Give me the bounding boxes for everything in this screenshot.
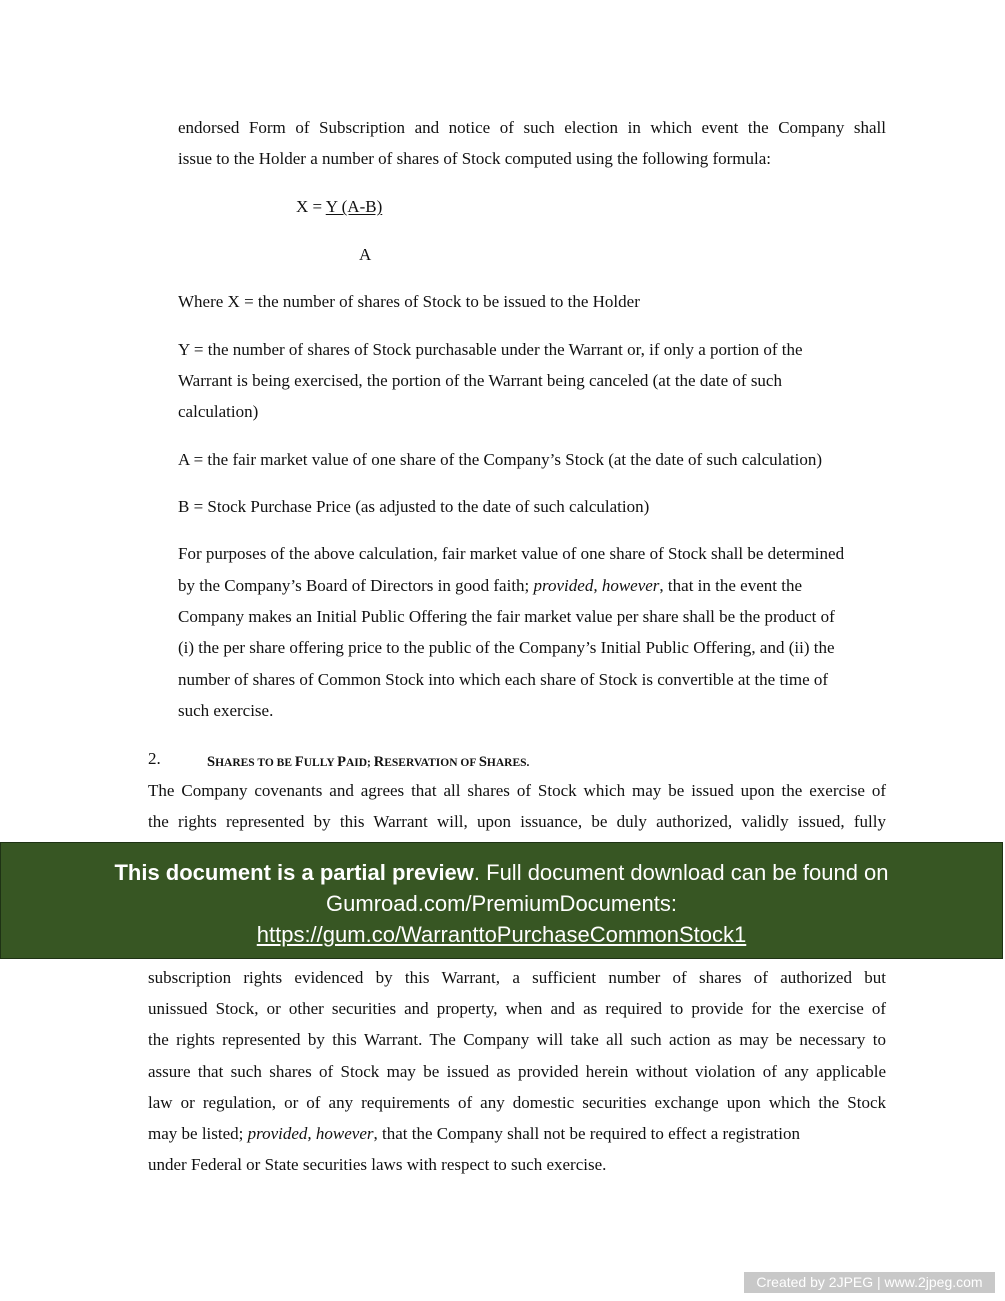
- banner-bold-text: This document is a partial preview: [114, 860, 474, 885]
- heading-cap: R: [373, 754, 385, 770]
- paragraph-line: under Federal or State securities laws with respect to such exercise.: [148, 1155, 607, 1174]
- text-run: , that the Company shall not be required to effect a registration: [373, 1124, 800, 1143]
- text-run: [148, 1124, 800, 1144]
- formula-numerator-line: [296, 197, 382, 217]
- definition-x: Where X = the number of shares of Stock to be issued to the Holder: [178, 292, 640, 311]
- formula-numerator: Y (A-B): [325, 197, 383, 216]
- paragraph-line: law or regulation, or of any requirements of any domestic securities exchange upon which the Stock: [148, 1093, 886, 1112]
- paragraph-line: The Company covenants and agrees that all shares of Stock which may be issued upon the exercise of: [148, 781, 886, 800]
- definition-y-line: Y = the number of shares of Stock purchasable under the Warrant or, if only a portion of the: [178, 340, 803, 359]
- watermark-badge: Created by 2JPEG | www.2jpeg.com: [744, 1272, 995, 1293]
- paragraph-line: (i) the per share offering price to the public of the Company’s Initial Public Offering, and (ii) the: [178, 638, 835, 657]
- heading-small: ULLY: [303, 757, 338, 769]
- definition-b: B = Stock Purchase Price (as adjusted to the date of such calculation): [178, 497, 650, 516]
- formula-lhs: X =: [296, 197, 326, 216]
- heading-small: HARES TO BE: [215, 757, 295, 769]
- definition-a: A = the fair market value of one share of the Company’s Stock (at the date of such calculation): [178, 450, 823, 469]
- heading-cap: F: [294, 754, 304, 770]
- heading-cap: P: [337, 754, 346, 770]
- paragraph-line: assure that such shares of Stock may be issued as provided herein without violation of any applicable: [148, 1062, 886, 1081]
- paragraph-line: number of shares of Common Stock into which each share of Stock is convertible at the time of: [178, 670, 829, 689]
- banner-download-link[interactable]: https://gum.co/WarranttoPurchaseCommonStock1: [256, 922, 747, 947]
- heading-small: HARES.: [486, 757, 530, 769]
- text-run: , that in the event the: [659, 576, 802, 595]
- paragraph-line: issue to the Holder a number of shares of Stock computed using the following formula:: [178, 149, 771, 168]
- formula-denominator: A: [359, 245, 372, 264]
- paragraph-line: [178, 576, 802, 596]
- section-number: 2.: [148, 749, 161, 768]
- text-run: by the Company’s Board of Directors in good faith;: [178, 576, 534, 595]
- preview-banner: [0, 842, 1003, 959]
- paragraph-line: unissued Stock, or other securities and property, when and as required to provide for the exercise of: [148, 999, 886, 1018]
- paragraph-line: Company makes an Initial Public Offering the fair market value per share shall be the product of: [178, 607, 835, 626]
- banner-line: Gumroad.com/PremiumDocuments:: [326, 891, 677, 916]
- heading-small: AID;: [345, 757, 374, 769]
- definition-y-line: calculation): [178, 402, 259, 421]
- paragraph-line: [148, 1124, 886, 1144]
- paragraph-line: the rights represented by this Warrant will, upon issuance, be duly authorized, validly issued, fully: [148, 812, 886, 831]
- paragraph-line: For purposes of the above calculation, fair market value of one share of Stock shall be determined: [178, 544, 845, 563]
- paragraph-line: subscription rights evidenced by this Warrant, a sufficient number of shares of authorized but: [148, 968, 886, 987]
- heading-small: ESERVATION OF: [384, 757, 479, 769]
- paragraph-line: such exercise.: [178, 701, 274, 720]
- heading-cap: S: [478, 754, 487, 770]
- text-run: may be listed;: [148, 1124, 248, 1143]
- definition-y-line: Warrant is being exercised, the portion of the Warrant being canceled (at the date of such: [178, 371, 782, 390]
- italic-text: provided, however: [533, 576, 660, 595]
- banner-line: [1, 857, 1002, 888]
- section-heading: [207, 751, 529, 771]
- heading-cap: S: [207, 754, 216, 770]
- banner-text: . Full document download can be found on: [473, 860, 889, 885]
- paragraph-line: endorsed Form of Subscription and notice of such election in which event the Company shall: [178, 118, 886, 137]
- paragraph-line: the rights represented by this Warrant. The Company will take all such action as may be necessary to: [148, 1030, 886, 1049]
- italic-text: provided, however: [247, 1124, 374, 1143]
